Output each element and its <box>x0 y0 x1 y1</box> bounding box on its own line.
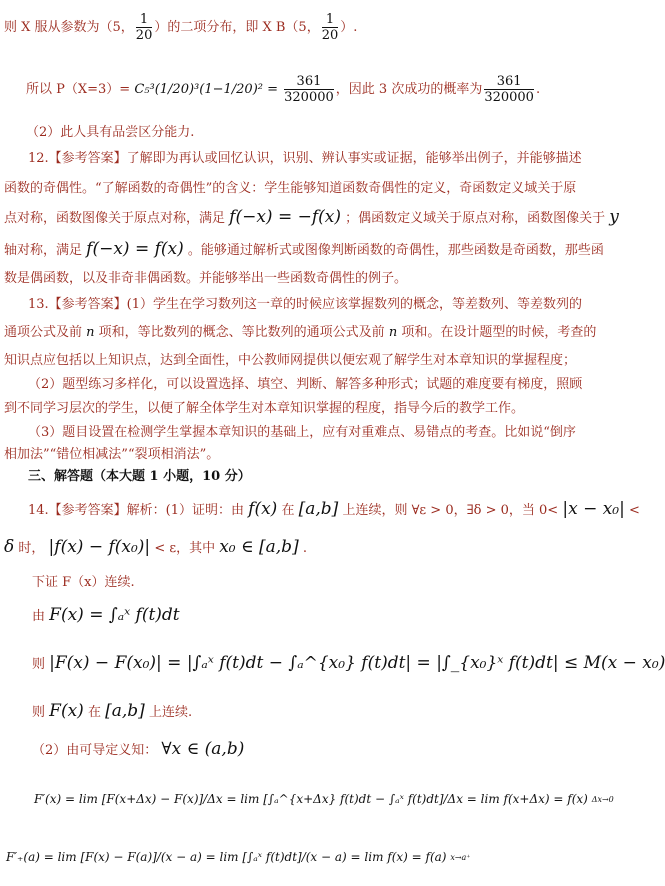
denominator: 320000 <box>484 90 534 105</box>
text: 14.【参考答案】解析：(1）证明：由 <box>28 503 245 518</box>
text: 上连续. <box>148 705 193 720</box>
formula-estimate <box>32 654 665 674</box>
text: 点对称，函数图像关于原点对称，满足 <box>4 211 226 226</box>
formula: |F(x) − F(x₀)| = |∫ₐˣ f(t)dt − ∫ₐ^{x₀} f(t)dt| = |∫_{x₀}ˣ f(t)dt| ≤ M(x − x₀) <box>49 653 665 673</box>
text: 项和，等比数列的概念、等比数列的通项公式及前 <box>98 325 385 340</box>
text: 则 <box>32 705 46 720</box>
formula: F′₊(a) = lim [F(x) − F(a)]/(x − a) = lim [∫ₐˣ f(t)dt]/(x − a) = lim f(x) = f(a) <box>6 850 447 864</box>
formula: F(x) <box>49 701 84 721</box>
answer-13-line-4: （2）题型练习多样化，可以设置选择、填空、判断、解答多种形式；试题的难度要有梯度，照顾 <box>28 377 583 392</box>
formula-abs: |f(x) − f(x₀)| <box>48 537 151 557</box>
limit-subscript <box>450 852 470 864</box>
section-heading: 三、解答题（本大题 1 小题，10 分） <box>28 469 251 484</box>
answer-12-line-1: 12.【参考答案】了解即为再认或回忆认识，识别、辨认事实或证据，能够举出例子，并能够描述 <box>28 151 582 166</box>
delta: δ <box>4 537 15 557</box>
formula: x₀ ∈ [a,b] <box>219 537 299 557</box>
answer-13-line-5: 到不同学习层次的学生，以便了解全体学生对本章知识掌握的程度，指导今后的教学工作。 <box>4 401 525 416</box>
denominator: 320000 <box>284 90 334 105</box>
formula-define-F <box>32 606 180 626</box>
numerator: 1 <box>136 12 153 28</box>
text: 项和。在设计题型的时候，考查的 <box>401 325 597 340</box>
denominator: 20 <box>135 28 153 43</box>
text: . <box>535 82 541 97</box>
answer-13-line-1: 13.【参考答案】(1）学生在学习数列这一章的时候应该掌握数列的概念，等差数列、等差数列的 <box>28 297 583 312</box>
answer-13-line-2 <box>4 324 596 342</box>
text: ，因此 3 次成功的概率为 <box>335 82 483 97</box>
text: 。能够通过解析式或图像判断函数的奇偶性，那些函数是奇函数，那些函 <box>187 243 604 258</box>
variable-y: y <box>609 207 619 227</box>
text: ；偶函数定义域关于原点对称，函数图像关于 <box>345 211 606 226</box>
line-derivative-def <box>32 740 244 760</box>
formula: F′(x) = lim [F(x+Δx) − F(x)]/Δx = lim [∫ₐ^{x+Δx} f(t)dt − ∫ₐˣ f(t)dt]/Δx = lim f(x+Δx) = f(x) <box>34 792 588 806</box>
answer-13-line-6: （3）题目设置在检测学生掌握本章知识的基础上，应有对重难点、易错点的考查。比如说“倒序 <box>28 425 576 440</box>
line-continuous <box>32 702 192 722</box>
text: < ε，其中 <box>154 541 216 556</box>
text-prove-continuity: 下证 F（x）连续. <box>32 575 135 590</box>
text: 则 <box>32 657 46 672</box>
answer-13-line-7: 相加法”“错位相减法”“裂项相消法”。 <box>4 447 220 462</box>
numerator: 361 <box>484 74 534 90</box>
fraction <box>136 12 153 43</box>
variable-n: n <box>388 325 398 340</box>
text: 由 <box>32 609 46 624</box>
line-probability <box>26 74 540 105</box>
formula: F(x) = ∫ₐˣ f(t)dt <box>49 605 180 625</box>
formula-derivative-endpoint <box>6 848 471 866</box>
text: 在 <box>281 503 295 518</box>
formula: ∀x ∈ (a,b) <box>161 739 245 759</box>
formula-odd: f(−x) = −f(x) <box>229 207 341 227</box>
answer-12-line-3 <box>4 208 619 228</box>
fraction <box>322 12 339 43</box>
fraction <box>284 74 334 105</box>
answer-14-line-2 <box>4 538 307 558</box>
interval: [a,b] <box>105 701 145 721</box>
answer-12-line-2: 函数的奇偶性。“了解函数的奇偶性”的含义：学生能够知道函数奇偶性的定义，奇函数定义域关于原 <box>4 181 577 196</box>
text: 通项公式及前 <box>4 325 83 340</box>
formula-abs: |x − x₀| <box>562 499 625 519</box>
answer-12-line-5: 数是偶函数，以及非奇非偶函数。并能够举出一些函数奇偶性的例子。 <box>4 271 408 286</box>
interval: [a,b] <box>298 499 339 519</box>
text: < <box>628 503 640 518</box>
text: 在 <box>87 705 101 720</box>
answer-13-line-3: 知识点应包括以上知识点，达到全面性，中公教师网提供以便宏观了解学生对本章知识的掌握程度； <box>4 353 577 368</box>
text: 轴对称，满足 <box>4 243 83 258</box>
variable-n: n <box>86 325 95 340</box>
denominator: 20 <box>321 28 339 43</box>
limit-var: Δx→0 <box>591 794 614 804</box>
text: 上连续，则 ∀ε > 0，∃δ > 0，当 0< <box>342 503 559 518</box>
formula: f(x) <box>248 499 278 519</box>
text: 所以 P（X=3）= <box>26 82 131 97</box>
line-binomial <box>4 12 357 43</box>
text: 则 X 服从参数为（5， <box>4 20 134 35</box>
fraction <box>484 74 534 105</box>
text: ）的二项分布，即 X B（5， <box>154 20 320 35</box>
numerator: 361 <box>284 74 334 90</box>
text: 时， <box>18 541 45 556</box>
answer-14-line-1 <box>28 500 640 520</box>
text: ）. <box>340 20 358 35</box>
text: （2）由可导定义知： <box>32 743 158 758</box>
limit-subscript <box>592 794 614 806</box>
formula-even: f(−x) = f(x) <box>86 239 184 259</box>
formula-derivative-interior <box>34 790 614 808</box>
answer-12-line-4 <box>4 240 604 260</box>
numerator: 1 <box>322 12 339 28</box>
formula: C₅³(1/20)³(1−1/20)² = <box>134 82 278 97</box>
line-conclusion: （2）此人具有品尝区分能力. <box>26 125 195 140</box>
limit-var: x→a⁺ <box>450 852 471 862</box>
text: . <box>302 541 307 556</box>
